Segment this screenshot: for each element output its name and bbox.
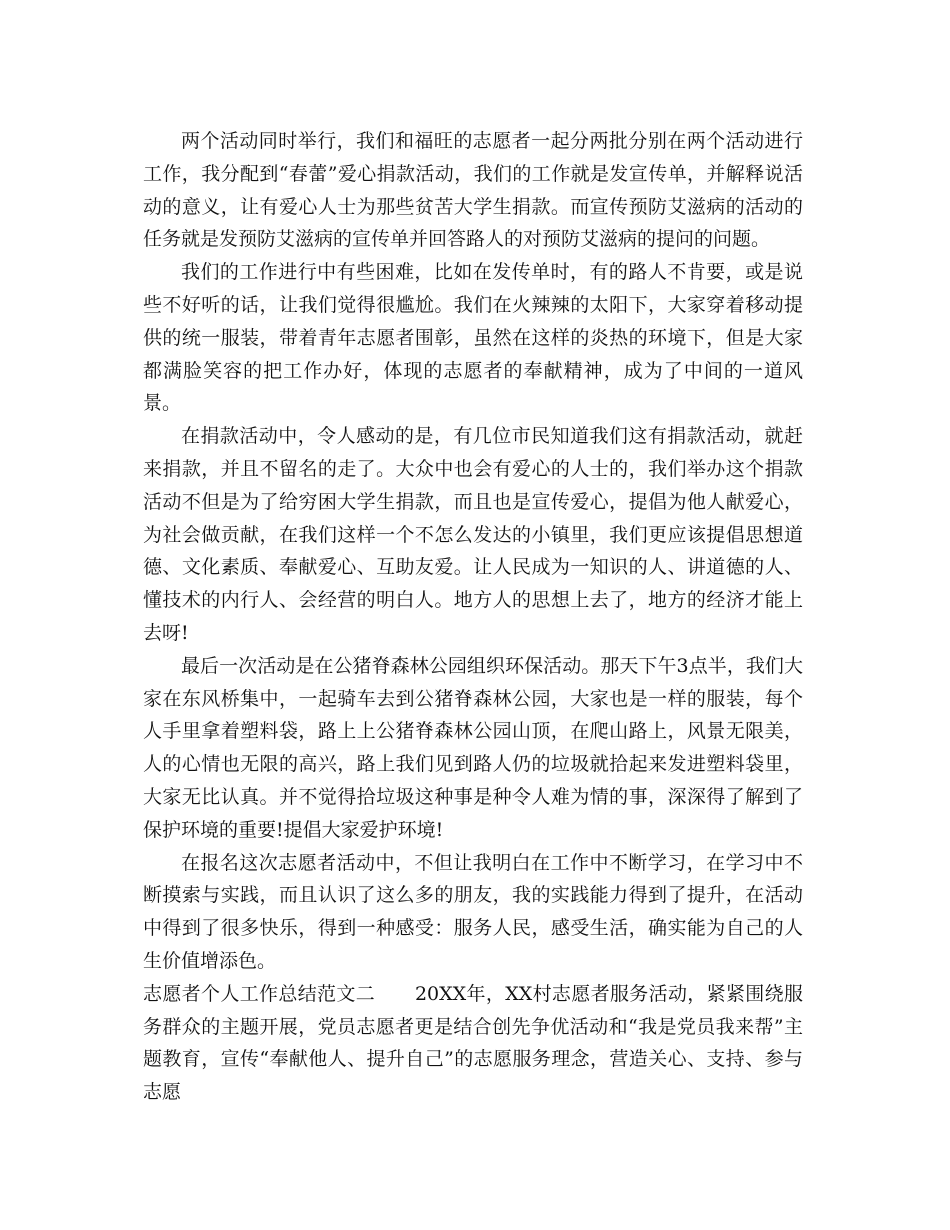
paragraph-5: 在报名这次志愿者活动中，不但让我明白在工作中不断学习，在学习中不断摸索与实践，而且认识了这么多的朋友，我的实践能力得到了提升，在活动中得到了很多快乐，得到一种感受：服务人民，感受生活，确实能为自己的人生价值增添色。 (143, 851, 803, 972)
paragraph-4: 最后一次活动是在公猪脊森林公园组织环保活动。那天下午3点半，我们大家在东风桥集中，一起骑车去到公猪脊森林公园，大家也是一样的服装，每个人手里拿着塑料袋，路上上公猪脊森林公园山顶，在爬山路上，风景无限美，人的心情也无限的高兴，路上我们见到路人仍的垃圾就拾起来发进塑料袋里，大家无比认真。并不觉得拾垃圾这种事是种令人难为情的事，深深得了解到了保护环境的重要!提倡大家爱护环境! (143, 654, 803, 841)
section-heading: 志愿者个人工作总结范文二 (143, 982, 376, 1005)
paragraph-2: 我们的工作进行中有些困难，比如在发传单时，有的路人不肯要，或是说些不好听的话，让我们觉得很尴尬。我们在火辣辣的太阳下，大家穿着移动提供的统一服装，带着青年志愿者围彰，虽然在这样的炎热的环境下，但是大家都满脸笑容的把工作办好，体现的志愿者的奉献精神，成为了中间的一道风景。 (143, 261, 803, 415)
section-paragraph (143, 978, 803, 1109)
paragraph-3: 在捐款活动中，令人感动的是，有几位市民知道我们这有捐款活动，就赶来捐款，并且不留名的走了。大众中也会有爱心的人士的，我们举办这个捐款活动不但是为了给穷困大学生捐款，而且也是宣传爱心，提倡为他人献爱心，为社会做贡献，在我们这样一个不怎么发达的小镇里，我们更应该提倡思想道德、文化素质、奉献爱心、互助友爱。让人民成为一知识的人、讲道德的人、懂技术的内行人、会经营的明白人。地方人的思想上去了，地方的经济才能上去呀! (143, 425, 803, 644)
section-text: 20XX年，XX村志愿者服务活动，紧紧围绕服务群众的主题开展，党员志愿者更是结合创先争优活动和“我是党员我来帮”主题教育，宣传“奉献他人、提升自己”的志愿服务理念，营造关心、支持、参与志愿 (143, 982, 803, 1104)
paragraph-1: 两个活动同时举行，我们和福旺的志愿者一起分两批分别在两个活动进行工作，我分配到“春蕾”爱心捐款活动，我们的工作就是发宣传单，并解释说活动的意义，让有爱心人士为那些贫苦大学生捐款。而宣传预防艾滋病的活动的任务就是发预防艾滋病的宣传单并回答路人的对预防艾滋病的提问的问题。 (143, 130, 803, 251)
document-body (143, 125, 803, 1109)
